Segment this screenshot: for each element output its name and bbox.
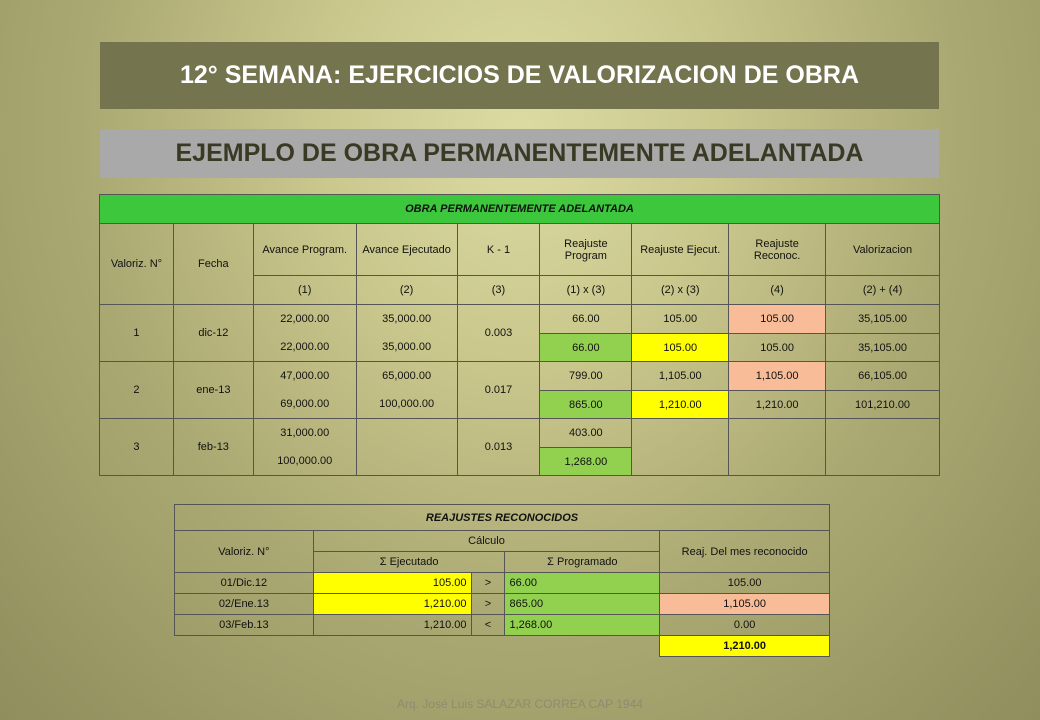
programado-cell: 865.00 [505, 594, 660, 615]
col-header-reajuste-ejecut: Reajuste Ejecut. [632, 224, 729, 276]
reajuste-program-cell: 799.00 [540, 362, 632, 391]
reajuste-program-accum-cell: 66.00 [540, 334, 632, 362]
reajuste-cell: 105.00 [660, 573, 830, 594]
total-cell: 1,210.00 [660, 636, 830, 657]
avance-program-accum-cell: 100,000.00 [253, 448, 356, 476]
reajuste-reconoc-accum-cell: 105.00 [729, 334, 826, 362]
formula-label: (1) x (3) [540, 276, 632, 305]
row-number: 2 [100, 362, 174, 419]
avance-ejecutado-accum-cell: 100,000.00 [356, 391, 457, 419]
row-number: 3 [100, 419, 174, 476]
valorizacion-accum-cell: 101,210.00 [826, 391, 940, 419]
avance-program-cell: 22,000.00 [253, 305, 356, 334]
col-header-avance-ejecutado: Avance Ejecutado [356, 224, 457, 276]
col-header-valoriz: Valoriz. N° [175, 531, 314, 573]
col-header-valoriz: Valoriz. N° [100, 224, 174, 305]
programado-cell: 1,268.00 [505, 615, 660, 636]
valorizacion-cell: 35,105.00 [826, 305, 940, 334]
table-header: OBRA PERMANENTEMENTE ADELANTADA [100, 195, 940, 224]
avance-ejecutado-accum-cell: 35,000.00 [356, 334, 457, 362]
row-label: 02/Ene.13 [175, 594, 314, 615]
empty-cell [356, 419, 457, 476]
formula-label: (2) x (3) [632, 276, 729, 305]
col-header-avance-program: Avance Program. [253, 224, 356, 276]
empty-cell [632, 419, 729, 476]
comparison-operator: > [471, 573, 505, 594]
col-header-reajuste-program: Reajuste Program [540, 224, 632, 276]
row-date: dic-12 [173, 305, 253, 362]
formula-label: (2) + (4) [826, 276, 940, 305]
reajuste-reconoc-cell: 105.00 [729, 305, 826, 334]
formula-label: (3) [457, 276, 540, 305]
row-label: 01/Dic.12 [175, 573, 314, 594]
reajuste-ejecut-cell: 105.00 [632, 305, 729, 334]
formula-label: (4) [729, 276, 826, 305]
col-header-calculo: Cálculo [313, 531, 659, 552]
footer-credit: Arq. José Luis SALAZAR CORREA CAP 1944 [397, 697, 643, 711]
comparison-operator: > [471, 594, 505, 615]
reajuste-cell: 0.00 [660, 615, 830, 636]
reajuste-ejecut-cell: 1,105.00 [632, 362, 729, 391]
row-label: 03/Feb.13 [175, 615, 314, 636]
page-title: 12° SEMANA: EJERCICIOS DE VALORIZACION DE OBRA [100, 42, 939, 109]
empty-cell [729, 419, 826, 476]
blank-space [175, 636, 660, 657]
ejecutado-cell: 1,210.00 [313, 594, 471, 615]
table-header: REAJUSTES RECONOCIDOS [175, 505, 830, 531]
reajuste-program-cell: 403.00 [540, 419, 632, 448]
col-header-valorizacion: Valorizacion [826, 224, 940, 276]
reajuste-ejecut-accum-cell: 1,210.00 [632, 391, 729, 419]
col-header-k: K - 1 [457, 224, 540, 276]
k-factor-cell: 0.013 [457, 419, 540, 476]
avance-ejecutado-cell: 35,000.00 [356, 305, 457, 334]
reajuste-reconoc-accum-cell: 1,210.00 [729, 391, 826, 419]
reajuste-program-accum-cell: 1,268.00 [540, 448, 632, 476]
avance-ejecutado-cell: 65,000.00 [356, 362, 457, 391]
valorizacion-cell: 66,105.00 [826, 362, 940, 391]
formula-label: (1) [253, 276, 356, 305]
k-factor-cell: 0.017 [457, 362, 540, 419]
avance-program-accum-cell: 69,000.00 [253, 391, 356, 419]
col-header-sum-programado: Σ Programado [505, 552, 660, 573]
avance-program-accum-cell: 22,000.00 [253, 334, 356, 362]
row-number: 1 [100, 305, 174, 362]
empty-cell [826, 419, 940, 476]
row-date: ene-13 [173, 362, 253, 419]
avance-program-cell: 31,000.00 [253, 419, 356, 448]
k-factor-cell: 0.003 [457, 305, 540, 362]
reajuste-program-cell: 66.00 [540, 305, 632, 334]
col-header-reajuste-reconoc: Reajuste Reconoc. [729, 224, 826, 276]
reajustes-table [174, 504, 830, 657]
col-header-sum-ejecutado: Σ Ejecutado [313, 552, 505, 573]
col-header-fecha: Fecha [173, 224, 253, 305]
row-date: feb-13 [173, 419, 253, 476]
ejecutado-cell: 1,210.00 [313, 615, 471, 636]
comparison-operator: < [471, 615, 505, 636]
formula-label: (2) [356, 276, 457, 305]
valorization-table [99, 194, 940, 476]
page-subtitle: EJEMPLO DE OBRA PERMANENTEMENTE ADELANTADA [100, 129, 939, 178]
reajuste-cell: 1,105.00 [660, 594, 830, 615]
avance-program-cell: 47,000.00 [253, 362, 356, 391]
ejecutado-cell: 105.00 [313, 573, 471, 594]
col-header-reaj-mes: Reaj. Del mes reconocido [660, 531, 830, 573]
reajuste-program-accum-cell: 865.00 [540, 391, 632, 419]
reajuste-ejecut-accum-cell: 105.00 [632, 334, 729, 362]
valorizacion-accum-cell: 35,105.00 [826, 334, 940, 362]
programado-cell: 66.00 [505, 573, 660, 594]
reajuste-reconoc-cell: 1,105.00 [729, 362, 826, 391]
